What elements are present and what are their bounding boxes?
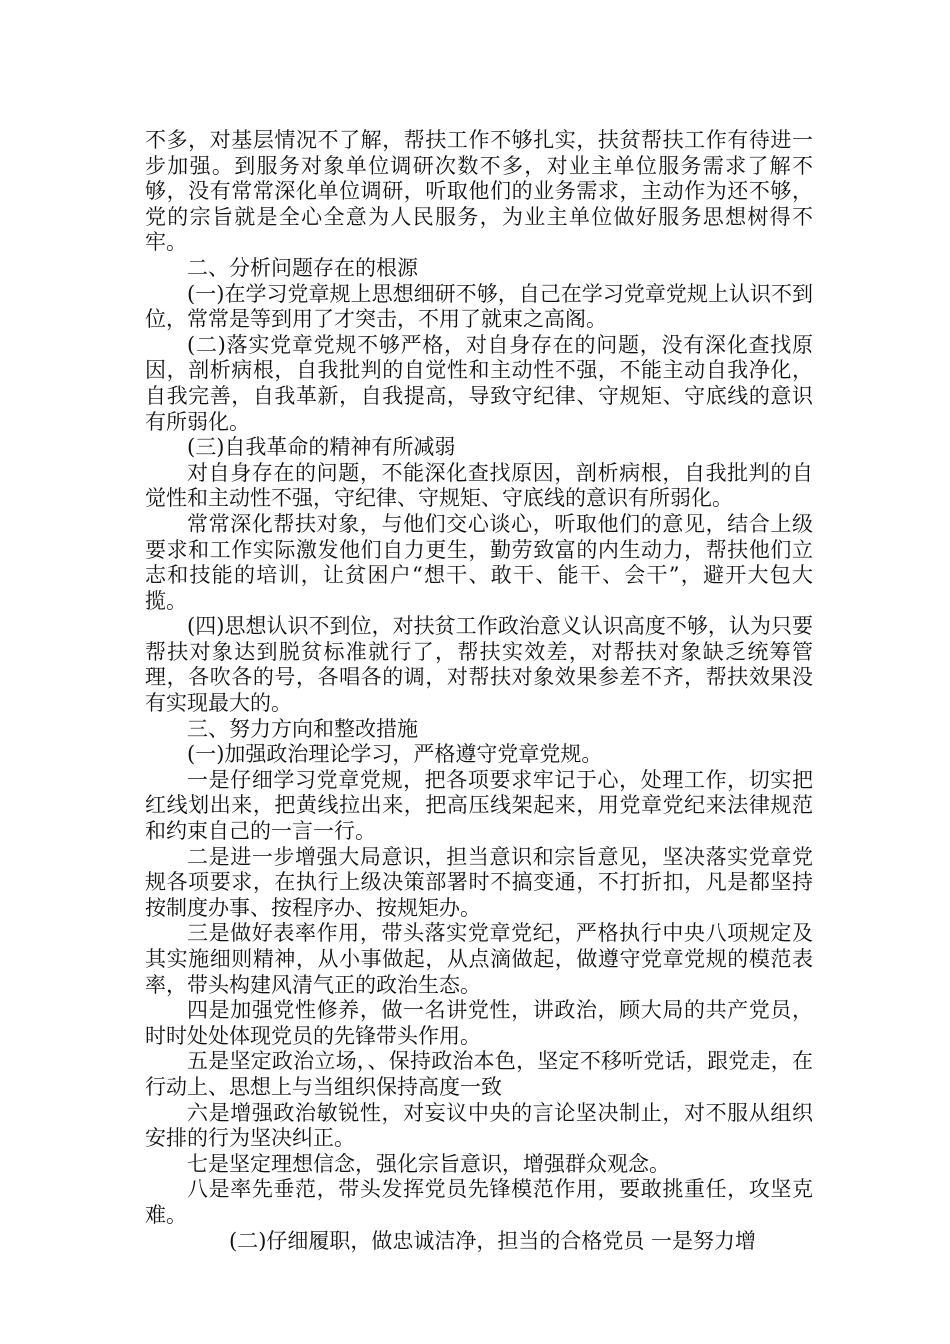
paragraph-1: 不多，对基层情况不了解，帮扶工作不够扎实，扶贫帮扶工作有待进一步加强。到服务对象单位调研次数不多，对业主单位服务需求了解不够，没有常常深化单位调研，听取他们的业务需求，主动作为还不够，党的宗旨就是全心全意为人民服务，为业主单位做好服务思想树得不牢。 [145, 128, 813, 255]
section-heading-2: 二、分析问题存在的根源 [187, 255, 418, 280]
paragraph-4: (二)落实党章党规不够严格，对自身存在的问题，没有深化查找原因，剖析病根，自我批判的自觉性和主动性不强，不能主动自我净化，自我完善，自我革新，自我提高，导致守纪律、守规矩、守底线的意识有所弱化。 [145, 332, 813, 434]
section-heading-9: 三、努力方向和整改措施 [187, 716, 418, 741]
subheading-5: (三)自我革命的精神有所减弱 [187, 435, 456, 460]
paragraph-12: 二是进一步增强大局意识，担当意识和宗旨意见，坚决落实党章党规各项要求，在执行上级决策部署时不搞变通，不打折扣，凡是都坚持按制度办事、按程序办、按规矩办。 [145, 844, 813, 920]
paragraph-14: 四是加强党性修养，做一名讲党性，讲政治，顾大局的共产党员，时时处处体现党员的先锋带头作用。 [145, 998, 813, 1048]
paragraph-15: 五是坚定政治立场，、保持政治本色，坚定不移听党话，跟党走，在行动上、思想上与当组织保持高度一致 [145, 1049, 813, 1099]
paragraph-16: 六是增强政治敏锐性，对妄议中央的言论坚决制止，对不服从组织安排的行为坚决纠正。 [145, 1100, 813, 1151]
paragraph-7: 常常深化帮扶对象，与他们交心谈心，听取他们的意见，结合上级要求和工作实际激发他们自力更生，勤劳致富的内生动力，帮扶他们立志和技能的培训，让贫困户“想干、敢干、能干、会干”，避开大包大揽。 [145, 511, 813, 613]
paragraph-3: (一)在学习党章规上思想细研不够，自己在学习党章党规上认识不到位，常常是等到用了才突击，不用了就束之高阁。 [145, 281, 813, 332]
paragraph-17: 七是坚定理想信念，强化宗旨意识，增强群众观念。 [187, 1151, 670, 1176]
paragraph-18: 八是率先垂范，带头发挥党员先锋模范作用，要敢挑重任，攻坚克难。 [145, 1177, 813, 1227]
paragraph-8: (四)思想认识不到位，对扶贫工作政治意义认识高度不够，认为只要帮扶对象达到脱贫标准就行了，帮扶实效差，对帮扶对象缺乏统筹管理，各吹各的号，各唱各的调，对帮扶对象效果参差不齐，帮扶效果没有实现最大的。 [145, 614, 813, 716]
paragraph-13: 三是做好表率作用，带头落实党章党纪，严格执行中央八项规定及其实施细则精神，从小事做起，从点滴做起，做遵守党章党规的模范表率，带头构建风清气正的政治生态。 [145, 921, 813, 997]
paragraph-11: 一是仔细学习党章党规，把各项要求牢记于心，处理工作，切实把红线划出来，把黄线拉出来，把高压线架起来，用党章党纪来法律规范和约束自己的一言一行。 [145, 767, 813, 844]
subheading-10: (一)加强政治理论学习，严格遵守党章党规。 [187, 742, 603, 767]
subheading-19: (二)仔细履职，做忠诚洁净，担当的合格党员 一是努力增 [229, 1228, 757, 1253]
document-body [145, 128, 813, 1254]
paragraph-6: 对自身存在的问题，不能深化查找原因，剖析病根，自我批判的自觉性和主动性不强，守纪律、守规矩、守底线的意识有所弱化。 [145, 460, 813, 511]
